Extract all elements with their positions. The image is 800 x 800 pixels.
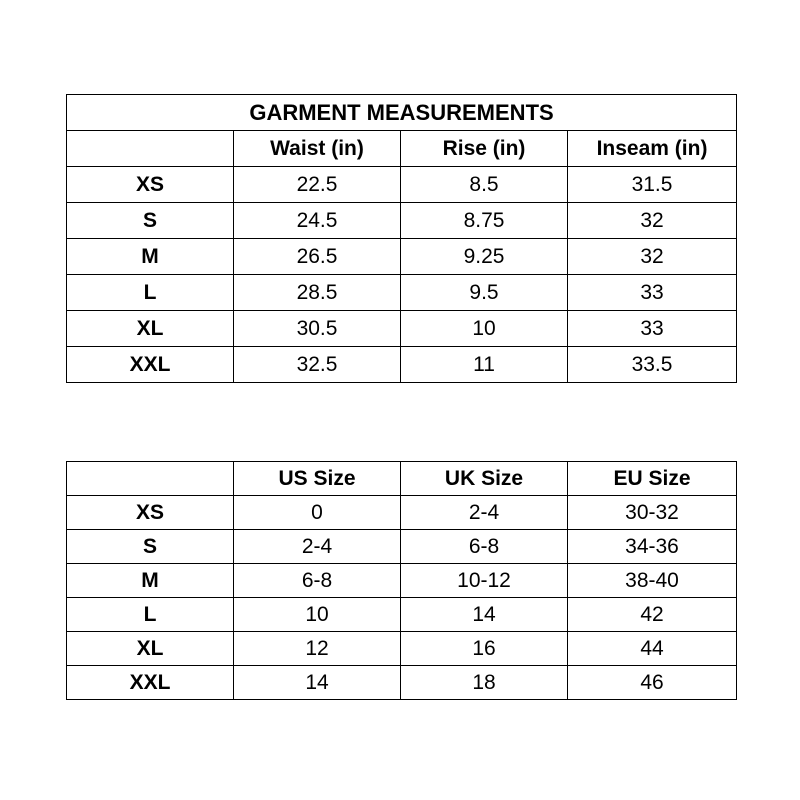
eu-size-value: 42 xyxy=(568,598,737,632)
rise-value: 8.5 xyxy=(401,167,568,203)
waist-value: 32.5 xyxy=(234,347,401,383)
conversion-header-blank xyxy=(67,462,234,496)
waist-value: 26.5 xyxy=(234,239,401,275)
measurements-header-row xyxy=(67,131,737,167)
measurements-row-m xyxy=(67,239,737,275)
size-label: M xyxy=(67,564,234,598)
inseam-value: 33.5 xyxy=(568,347,737,383)
conversion-row-xs xyxy=(67,496,737,530)
eu-size-value: 46 xyxy=(568,666,737,700)
inseam-value: 33 xyxy=(568,311,737,347)
measurements-row-xxl xyxy=(67,347,737,383)
inseam-value: 31.5 xyxy=(568,167,737,203)
us-size-value: 0 xyxy=(234,496,401,530)
rise-value: 11 xyxy=(401,347,568,383)
us-size-value: 6-8 xyxy=(234,564,401,598)
us-size-value: 10 xyxy=(234,598,401,632)
eu-size-value: 44 xyxy=(568,632,737,666)
measurements-row-xs xyxy=(67,167,737,203)
measurements-row-s xyxy=(67,203,737,239)
rise-value: 9.25 xyxy=(401,239,568,275)
garment-measurements-table xyxy=(66,94,737,383)
uk-size-value: 10-12 xyxy=(401,564,568,598)
eu-size-value: 34-36 xyxy=(568,530,737,564)
size-label: XXL xyxy=(67,666,234,700)
measurements-header-blank xyxy=(67,131,234,167)
size-label: S xyxy=(67,530,234,564)
size-label: L xyxy=(67,275,234,311)
size-label: XS xyxy=(67,167,234,203)
size-label: XL xyxy=(67,632,234,666)
inseam-value: 32 xyxy=(568,239,737,275)
rise-value: 9.5 xyxy=(401,275,568,311)
measurements-title-row xyxy=(67,95,737,131)
measurements-table-body xyxy=(67,95,737,383)
uk-size-value: 2-4 xyxy=(401,496,568,530)
us-size-value: 14 xyxy=(234,666,401,700)
measurements-title: GARMENT MEASUREMENTS xyxy=(67,95,737,131)
uk-size-value: 6-8 xyxy=(401,530,568,564)
inseam-value: 32 xyxy=(568,203,737,239)
us-size-value: 2-4 xyxy=(234,530,401,564)
conversion-header-eu: EU Size xyxy=(568,462,737,496)
waist-value: 22.5 xyxy=(234,167,401,203)
conversion-row-m xyxy=(67,564,737,598)
measurements-header-rise: Rise (in) xyxy=(401,131,568,167)
waist-value: 24.5 xyxy=(234,203,401,239)
us-size-value: 12 xyxy=(234,632,401,666)
rise-value: 10 xyxy=(401,311,568,347)
waist-value: 28.5 xyxy=(234,275,401,311)
conversion-row-l xyxy=(67,598,737,632)
eu-size-value: 30-32 xyxy=(568,496,737,530)
size-label: L xyxy=(67,598,234,632)
inseam-value: 33 xyxy=(568,275,737,311)
waist-value: 30.5 xyxy=(234,311,401,347)
size-label: M xyxy=(67,239,234,275)
conversion-table-body xyxy=(67,462,737,700)
conversion-row-xxl xyxy=(67,666,737,700)
measurements-header-waist: Waist (in) xyxy=(234,131,401,167)
conversion-header-us: US Size xyxy=(234,462,401,496)
size-label: XXL xyxy=(67,347,234,383)
uk-size-value: 16 xyxy=(401,632,568,666)
measurements-row-xl xyxy=(67,311,737,347)
conversion-row-xl xyxy=(67,632,737,666)
conversion-header-row xyxy=(67,462,737,496)
rise-value: 8.75 xyxy=(401,203,568,239)
uk-size-value: 14 xyxy=(401,598,568,632)
size-label: XS xyxy=(67,496,234,530)
measurements-row-l xyxy=(67,275,737,311)
conversion-row-s xyxy=(67,530,737,564)
size-conversion-table xyxy=(66,461,737,700)
size-label: XL xyxy=(67,311,234,347)
conversion-header-uk: UK Size xyxy=(401,462,568,496)
eu-size-value: 38-40 xyxy=(568,564,737,598)
size-label: S xyxy=(67,203,234,239)
measurements-header-inseam: Inseam (in) xyxy=(568,131,737,167)
uk-size-value: 18 xyxy=(401,666,568,700)
